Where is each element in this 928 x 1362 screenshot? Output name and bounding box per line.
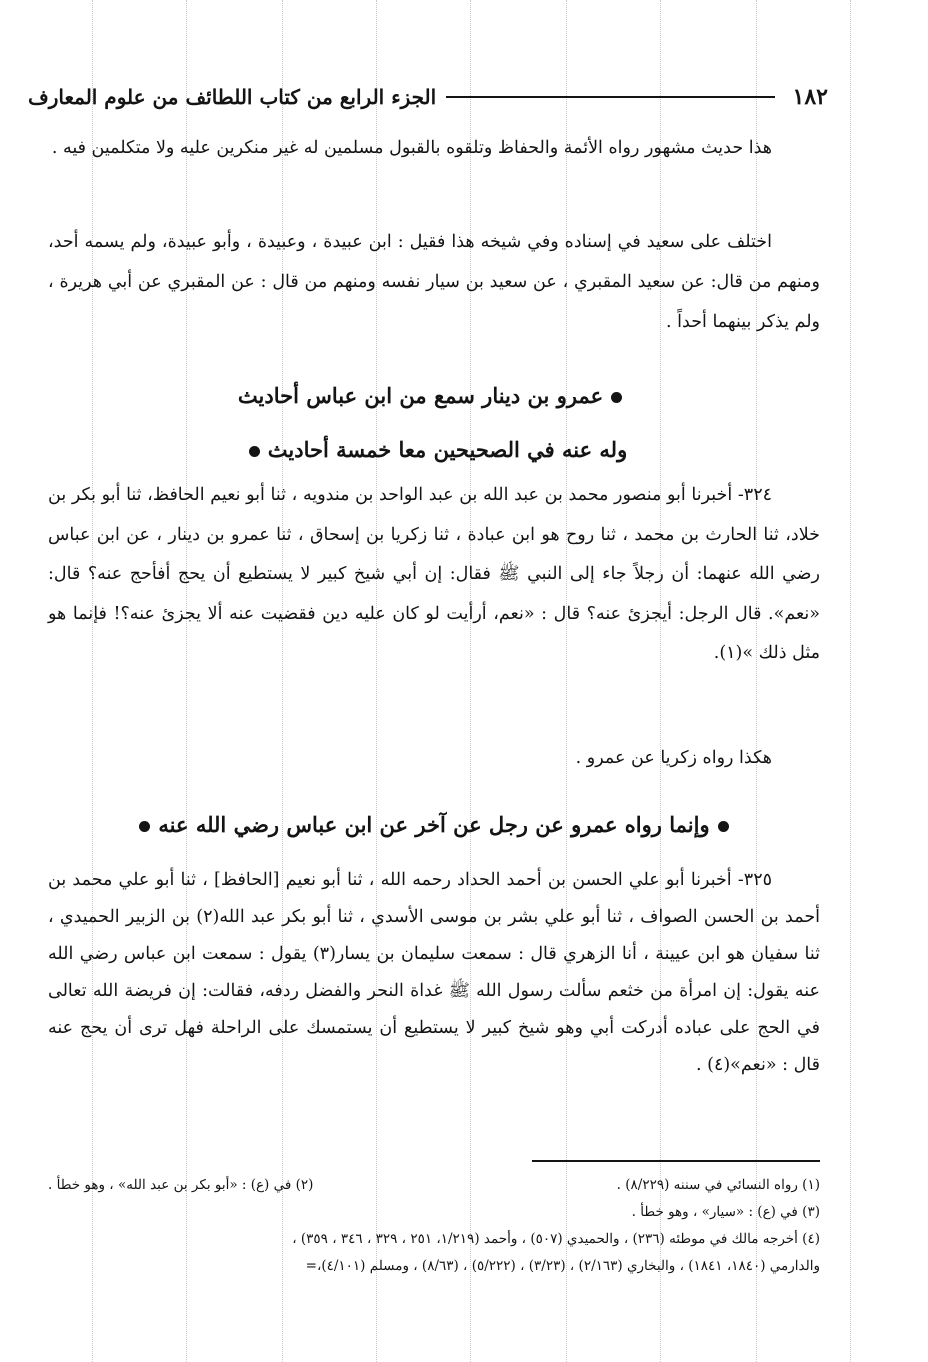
bullet-icon (611, 392, 622, 403)
paragraph-text: هذا حديث مشهور رواه الأئمة والحفاظ وتلقوه بالقبول مسلمين له غير منكرين عليه ولا متكلمين فيه . (51, 138, 772, 158)
footnote-2: (٢) في (ع) : «أبو بكر بن عبد الله» ، وهو خطأ . (48, 1177, 314, 1193)
heading-line-1: عمرو بن دينار سمع من ابن عباس أحاديث (60, 378, 808, 414)
scan-guide-line (850, 0, 851, 1362)
scan-guide-line (566, 0, 567, 1362)
scan-guide-line (282, 0, 283, 1362)
bullet-icon (139, 821, 150, 832)
hadith-324 (48, 476, 820, 674)
paragraph-text: اختلف على سعيد في إسناده وفي شيخه هذا فقيل : ابن عبيدة ، وعبيدة ، وأبو عبيدة، ولم يسمه أحد، ومنهم من قال: عن سعيد المقبري ، عن سعيد بن سيار نفسه ومنهم من قال : عن المقبري عن أبي هريرة ، ولم يذكر بينهما أحداً . (48, 232, 820, 332)
hadith-text: ٣٢٤- أخبرنا أبو منصور محمد بن عبد الله بن عبد الواحد بن مندويه ، ثنا أبو نعيم الحافظ، ثنا أبو بكر بن خلاد، ثنا الحارث بن محمد ، ثنا روح هو ابن عبادة ، ثنا زكريا بن إسحاق ، ثنا عمرو بن دينار ، عن ابن عباس رضي الله عنهما: أن رجلاً جاء إلى النبي ﷺ فقال: إن أبي شيخ كبير لا يستطيع أن يحج أفأحج عنه؟ قال: «نعم». قال الرجل: أيجزئ عنه؟ قال : «نعم، أرأيت لو كان عليه دين فقضيت عنه ألا يجزئ عنه؟! فإنما هو مثل ذلك »(١). (48, 485, 820, 663)
scan-guide-line (660, 0, 661, 1362)
footnote-row (48, 1172, 820, 1199)
note-zakariya (48, 738, 820, 778)
footnote-3: (٣) في (ع) : «سيار» ، وهو خطأ . (631, 1204, 820, 1220)
scan-guide-line (470, 0, 471, 1362)
hadith-text: ٣٢٥- أخبرنا أبو علي الحسن بن أحمد الحداد رحمه الله ، ثنا أبو نعيم [الحافظ] ، ثنا أبو علي محمد بن أحمد بن الحسن الصواف ، ثنا أبو علي بشر بن موسى الأسدي ، ثنا أبو بكر عبد الله(٢) بن الزبير الحميدي ، ثنا سفيان هو ابن عيينة ، أنا الزهري قال : سمعت سليمان بن يسار(٣) يقول : سمعت ابن عباس رضي الله عنه يقول: إن امرأة من خثعم سألت رسول الله ﷺ غداة النحر والفضل ردفه، فقالت: إن فريضة الله تعالى في الحج على عباده أدركت أبي وهو شيخ كبير لا يستطيع أن يستمسك على الراحلة فهل ترى أن يحج عنه قال : «نعم»(٤) . (48, 870, 821, 1075)
heading-line-2: وله عنه في الصحيحين معا خمسة أحاديث (60, 432, 808, 468)
footnote-4-line-2: والدارمي (١٨٤٠، ١٨٤١) ، والبخاري (٢/١٦٣) ، (٣/٢٣) ، (٥/٢٢٢) ، (٨/٦٣) ، ومسلم (٤/١٠١)،= (305, 1258, 820, 1274)
running-header (28, 80, 828, 114)
page-number: ١٨٢ (792, 84, 828, 110)
bullet-icon (249, 446, 260, 457)
section-heading-amr-riwaya: وإنما رواه عمرو عن رجل عن آخر عن ابن عباس رضي الله عنه (60, 812, 808, 837)
footnote-4-line-1: (٤) أخرجه مالك في موطئه (٢٣٦) ، والحميدي (٥٠٧) ، وأحمد (١/٢١٩، ٢٥١ ، ٣٢٩ ، ٣٤٦ ، ٣٥٩) ، (292, 1231, 820, 1247)
section-heading-amr-bin-dinar (60, 378, 808, 468)
footnote-separator (532, 1160, 820, 1162)
scan-guide-line (756, 0, 757, 1362)
note-text: هكذا رواه زكريا عن عمرو . (575, 748, 772, 768)
header-rule (446, 96, 774, 98)
bullet-icon (718, 821, 729, 832)
scan-guide-line (92, 0, 93, 1362)
footnotes (48, 1172, 820, 1280)
paragraph-isnad-dispute (48, 222, 820, 342)
scan-guide-line (376, 0, 377, 1362)
footnote-1: (١) رواه النسائي في سننه (٨/٢٢٩) . (616, 1177, 820, 1193)
hadith-325 (48, 862, 820, 1084)
paragraph-hadith-note (48, 128, 820, 168)
scan-guide-line (186, 0, 187, 1362)
running-title: الجزء الرابع من كتاب اللطائف من علوم المعارف (28, 85, 437, 109)
